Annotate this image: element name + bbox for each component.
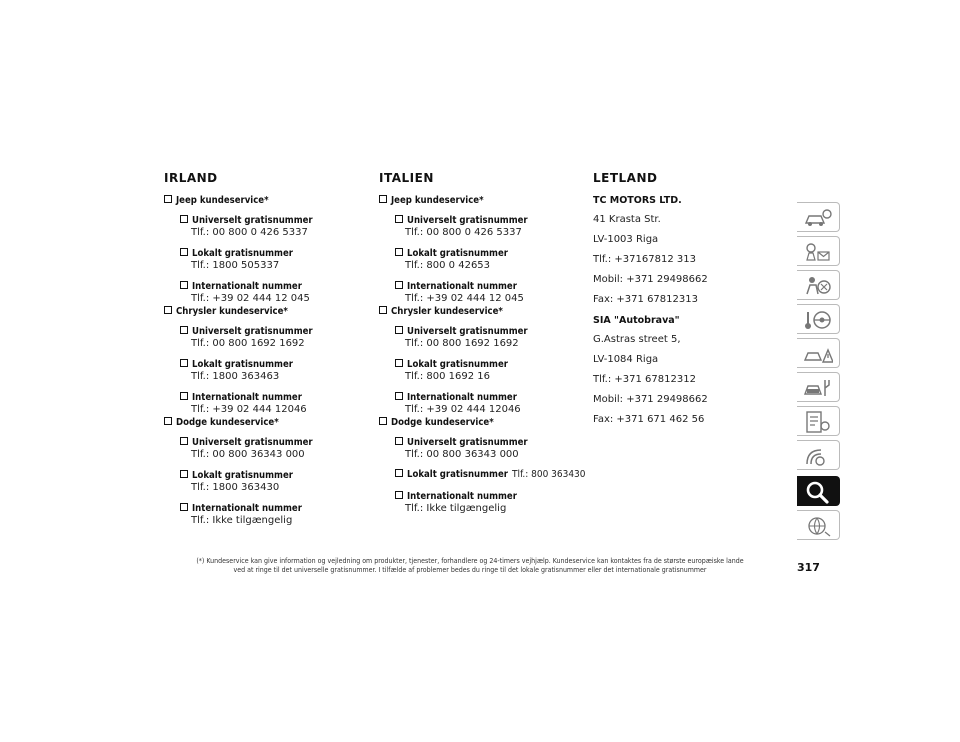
checkbox-bullet-icon (180, 281, 188, 289)
universal-label: Universelt gratisnummer (395, 326, 528, 337)
local-label: Lokalt gratisnummer (180, 359, 293, 370)
address-city: LV-1003 Riga (593, 234, 659, 245)
breakdown-icon (803, 342, 833, 366)
section-title-italien: ITALIEN (379, 171, 434, 185)
phone-value: Tlf.: +371 67812312 (593, 374, 696, 385)
universal-label: Universelt gratisnummer (180, 437, 313, 448)
technical-data-icon (803, 410, 833, 434)
checkbox-bullet-icon (395, 437, 403, 445)
section-title-letland: LETLAND (593, 171, 658, 185)
checkbox-bullet-icon (395, 326, 403, 334)
checkbox-bullet-icon (395, 359, 403, 367)
tab-languages[interactable] (797, 510, 840, 540)
phone-value: Tlf.: 1800 505337 (191, 260, 280, 271)
universal-label: Universelt gratisnummer (395, 215, 528, 226)
tab-index-search[interactable] (797, 476, 840, 506)
footnote-line: (*) Kundeservice kan give information og vejledning om produkter, tjenester, forhandlere og 24-timers vejhjælp. Kundeservice kan kontaktes fra de største europæiske lande (196, 557, 744, 565)
tab-starting-driving[interactable] (797, 304, 840, 334)
phone-value: Tlf.: Ikke tilgængelig (191, 515, 293, 526)
checkbox-bullet-icon (395, 248, 403, 256)
footnote (150, 557, 790, 575)
address-city: LV-1084 Riga (593, 354, 659, 365)
mobile-value: Mobil: +371 29498662 (593, 274, 708, 285)
checkbox-bullet-icon (395, 215, 403, 223)
checkbox-bullet-icon (180, 437, 188, 445)
checkbox-bullet-icon (379, 306, 387, 314)
tab-dashboard[interactable] (797, 202, 840, 232)
dashboard-car-icon (803, 206, 833, 230)
fax-value: Fax: +371 671 462 56 (593, 414, 705, 425)
tab-technical-specs[interactable] (797, 406, 840, 436)
fax-value: Fax: +371 67812313 (593, 294, 698, 305)
universal-label: Universelt gratisnummer (180, 326, 313, 337)
phone-value: Tlf.: Ikke tilgængelig (405, 503, 507, 514)
universal-label: Universelt gratisnummer (180, 215, 313, 226)
phone-value: Tlf.: +39 02 444 12 045 (405, 293, 524, 304)
phone-value: Tlf.: 800 1692 16 (405, 371, 491, 382)
phone-value: Tlf.: +39 02 444 12046 (405, 404, 521, 415)
tab-servicing[interactable] (797, 372, 840, 402)
mobile-value: Mobil: +371 29498662 (593, 394, 708, 405)
address-street: 41 Krasta Str. (593, 214, 661, 225)
checkbox-bullet-icon (164, 195, 172, 203)
tab-warning-lights[interactable] (797, 236, 840, 266)
phone-value: Tlf.: 800 0 42653 (405, 260, 491, 271)
dodge-heading: Dodge kundeservice* (164, 417, 279, 428)
phone-value: Tlf.: 00 800 36343 000 (405, 449, 519, 460)
checkbox-bullet-icon (395, 392, 403, 400)
checkbox-bullet-icon (180, 215, 188, 223)
universal-label: Universelt gratisnummer (395, 437, 528, 448)
language-index-icon (803, 514, 833, 538)
phone-value: Tlf.: 00 800 36343 000 (191, 449, 305, 460)
international-label: Internationalt nummer (180, 503, 302, 514)
local-label: Lokalt gratisnummer (180, 248, 293, 259)
checkbox-bullet-icon (395, 491, 403, 499)
local-label: Lokalt gratisnummer (180, 470, 293, 481)
phone-value: Tlf.: 00 800 0 426 5337 (191, 227, 308, 238)
page-number: 317 (797, 561, 820, 574)
seatbelt-safety-icon (803, 274, 833, 298)
phone-value: Tlf.: 1800 363463 (191, 371, 280, 382)
international-label: Internationalt nummer (395, 491, 517, 502)
maintenance-icon (803, 376, 833, 400)
checkbox-bullet-icon (379, 195, 387, 203)
phone-value: Tlf.: 00 800 0 426 5337 (405, 227, 522, 238)
checkbox-bullet-icon (180, 470, 188, 478)
steering-start-icon (803, 308, 833, 332)
search-icon (803, 480, 833, 504)
phone-value: Tlf.: 800 363430 (511, 469, 586, 480)
local-label: Lokalt gratisnummer (395, 248, 508, 259)
tab-multimedia[interactable] (797, 440, 840, 470)
company-name: SIA "Autobrava" (593, 315, 680, 326)
checkbox-bullet-icon (395, 281, 403, 289)
phone-value: Tlf.: 1800 363430 (191, 482, 280, 493)
phone-value: Tlf.: 00 800 1692 1692 (191, 338, 305, 349)
phone-value: Tlf.: +39 02 444 12046 (191, 404, 307, 415)
local-label: Lokalt gratisnummer (395, 359, 508, 370)
checkbox-bullet-icon (164, 417, 172, 425)
multimedia-icon (803, 444, 833, 468)
checkbox-bullet-icon (180, 503, 188, 511)
chrysler-heading: Chrysler kundeservice* (379, 306, 503, 317)
chrysler-heading: Chrysler kundeservice* (164, 306, 288, 317)
tab-emergency[interactable] (797, 338, 840, 368)
tab-safety[interactable] (797, 270, 840, 300)
checkbox-bullet-icon (395, 469, 403, 477)
company-name: TC MOTORS LTD. (593, 195, 682, 206)
section-title-irland: IRLAND (164, 171, 218, 185)
jeep-heading: Jeep kundeservice* (379, 195, 484, 206)
footnote-line: ved at ringe til det universelle gratisnummer. I tilfælde af problemer bedes du ringe til det lokale gratisnummer eller det internationale gratisnummer (233, 566, 707, 574)
dodge-heading: Dodge kundeservice* (379, 417, 494, 428)
checkbox-bullet-icon (180, 326, 188, 334)
warning-lights-icon (803, 240, 833, 264)
international-label: Internationalt nummer (180, 392, 302, 403)
phone-value: Tlf.: +39 02 444 12 045 (191, 293, 310, 304)
checkbox-bullet-icon (379, 417, 387, 425)
phone-value: Tlf.: +37167812 313 (593, 254, 696, 265)
checkbox-bullet-icon (180, 392, 188, 400)
international-label: Internationalt nummer (395, 281, 517, 292)
phone-value: Tlf.: 00 800 1692 1692 (405, 338, 519, 349)
checkbox-bullet-icon (180, 248, 188, 256)
international-label: Internationalt nummer (180, 281, 302, 292)
checkbox-bullet-icon (180, 359, 188, 367)
local-label: Lokalt gratisnummer Tlf.: 800 363430 (395, 469, 586, 480)
jeep-heading: Jeep kundeservice* (164, 195, 269, 206)
checkbox-bullet-icon (164, 306, 172, 314)
international-label: Internationalt nummer (395, 392, 517, 403)
address-street: G.Astras street 5, (593, 334, 681, 345)
